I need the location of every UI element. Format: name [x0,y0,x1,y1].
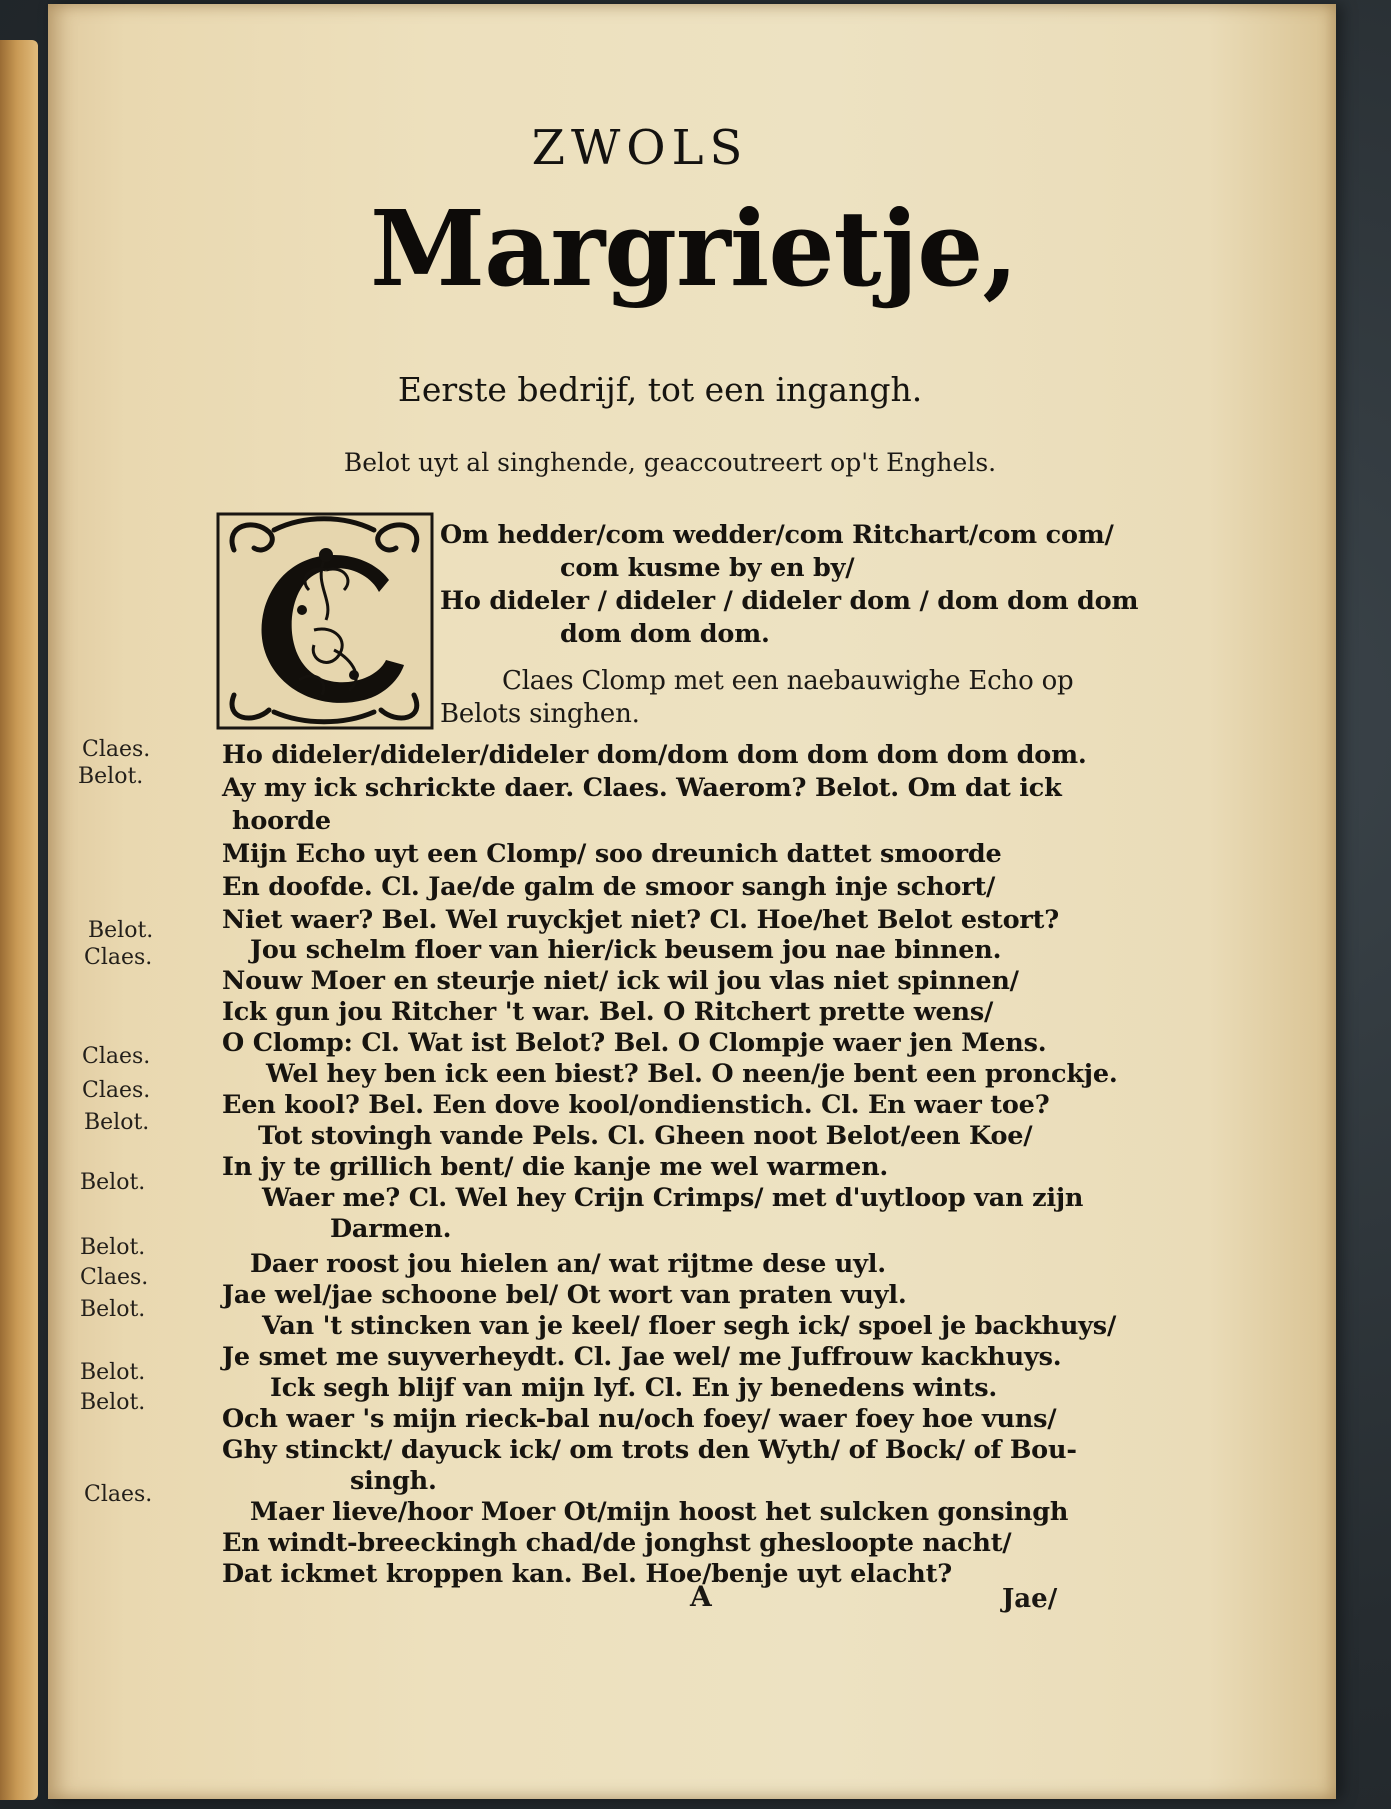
verse-line: Ay my ick schrickte daer. Claes. Waerom? Belot. Om dat ick [222,773,1062,803]
verse-line: Maer lieve/hoor Moer Ot/mijn hoost het sulcken gonsingh [250,1497,1069,1527]
speaker-name: Belot. [80,1297,146,1322]
verse-line: Tot stovingh vande Pels. Cl. Gheen noot Belot/een Koe/ [258,1121,1033,1151]
verse-line: En windt-breeckingh chad/de jonghst ghesloopte nacht/ [222,1528,1012,1558]
decorated-initial-c-icon [214,510,436,732]
speaker-name: Belot. [88,918,154,943]
verse-line: Ho dideler/dideler/dideler dom/dom dom dom dom dom dom. [222,740,1087,770]
verse-line: O Clomp: Cl. Wat ist Belot? Bel. O Clompje waer jen Mens. [222,1028,1047,1058]
verse-line: Dat ickmet kroppen kan. Bel. Hoe/benje uyt elacht? [222,1559,952,1589]
signature-mark: A [690,1580,712,1613]
verse-line: singh. [350,1466,437,1496]
verse-line: En doofde. Cl. Jae/de galm de smoor sangh inje schort/ [222,872,996,902]
verse-line: Wel hey ben ick een biest? Bel. O neen/je bent een pronckje. [266,1059,1118,1089]
verse-line: Waer me? Cl. Wel hey Crijn Crimps/ met d'uytloop van zijn [262,1183,1084,1213]
verse-line: Van 't stincken van je keel/ floer segh ick/ spoel je backhuys/ [262,1311,1117,1341]
speaker-name: Claes. [82,737,151,762]
speaker-name: Belot. [80,1390,146,1415]
verse-line: In jy te grillich bent/ die kanje me wel warmen. [222,1152,889,1182]
verse-line: Nouw Moer en steurje niet/ ick wil jou vlas niet spinnen/ [222,966,1019,996]
verse-line: Ick gun jou Ritcher 't war. Bel. O Ritchert prette wens/ [222,997,994,1027]
opening-line: Om hedder/com wedder/com Ritchart/com com/ [440,520,1114,550]
speaker-name: Claes. [82,1078,151,1103]
speaker-name: Claes. [82,1044,151,1069]
verse-line: Een kool? Bel. Een dove kool/ondienstich. Cl. En waer toe? [222,1090,1050,1120]
speaker-name: Belot. [80,1235,146,1260]
verse-line: hoorde [232,806,331,836]
speaker-name: Belot. [78,764,144,789]
opening-line: Ho dideler / dideler / dideler dom / dom dom dom [440,586,1139,616]
verse-line: Niet waer? Bel. Wel ruyckjet niet? Cl. Hoe/het Belot estort? [222,905,1059,935]
verse-line: Darmen. [330,1214,452,1244]
verse-line: Ghy stinckt/ dayuck ick/ om trots den Wyth/ of Bock/ of Bou- [222,1435,1077,1465]
previous-page-edge [0,40,38,1800]
opening-line: dom dom dom. [560,619,770,649]
verse-line: Och waer 's mijn rieck-bal nu/och foey/ waer foey hoe vuns/ [222,1404,1057,1434]
verse-line: Daer roost jou hielen an/ wat rijtme dese uyl. [250,1249,886,1279]
running-title: ZWOLS [531,120,749,176]
stage-direction-line: Belots singhen. [440,699,640,729]
act-subtitle: Eerste bedrijf, tot een ingangh. [397,370,923,409]
speaker-name: Belot. [80,1360,146,1385]
catchword: Jae/ [1002,1584,1058,1614]
verse-line: Je smet me suyverheydt. Cl. Jae wel/ me Juffrouw kackhuys. [222,1342,1062,1372]
speaker-name: Claes. [84,945,153,970]
verse-line: Ick segh blijf van mijn lyf. Cl. En jy benedens wints. [270,1373,998,1403]
speaker-name: Belot. [80,1170,146,1195]
verse-line: Mijn Echo uyt een Clomp/ soo dreunich dattet smoorde [222,839,1002,869]
opening-line: com kusme by en by/ [560,553,855,583]
main-title: Margrietje, [370,187,1018,310]
speaker-name: Belot. [84,1110,150,1135]
speaker-name: Claes. [84,1482,153,1507]
stage-direction: Belot uyt al singhende, geaccoutreert op't Enghels. [343,448,997,477]
verse-line: Jae wel/jae schoone bel/ Ot wort van praten vuyl. [222,1280,907,1310]
speaker-name: Claes. [80,1265,149,1290]
verse-line: Jou schelm floer van hier/ick beusem jou nae binnen. [250,935,1002,965]
stage-direction-line: Claes Clomp met een naebauwighe Echo op [502,666,1074,696]
